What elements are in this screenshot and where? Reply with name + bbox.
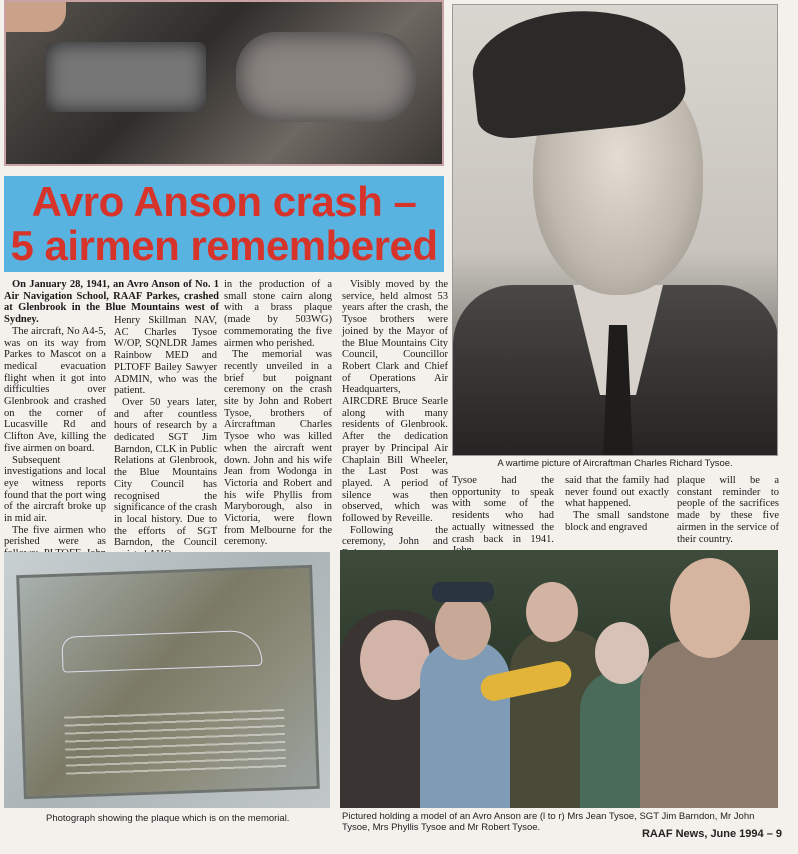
plaque-aircraft-engraving (61, 630, 262, 673)
page-footer: RAAF News, June 1994 – 9 (641, 828, 782, 840)
portrait-caption: A wartime picture of Aircraftman Charles Richard Tysoe. (497, 458, 733, 469)
portrait-photo (452, 4, 778, 456)
article-column-7 (677, 475, 779, 545)
article-paragraph: Tysoe had the opportunity to speak with some of the residents who had actually witnessed the crash back in 1941. (452, 475, 554, 545)
article-paragraph: The memorial was recently unveiled in a brief but poignant ceremony on the crash site by John and Robert Tysoe, brothers of Aircraftman Charles Tysoe who was killed when the aircraft went down. John and his wife Jean from Wodonga in Victoria and Robert and his wife Phyllis from Maryborough, also in Victoria, were flown from Melbourne for the ceremony. (224, 349, 332, 548)
plaque-caption: Photograph showing the plaque which is on the memorial. (46, 813, 290, 824)
group-caption: Pictured holding a model of an Avro Anson are (l to r) Mrs Jean Tysoe, SGT Jim Barndon, Mr John Tysoe, Mrs Phyllis Tysoe and Mr Robert Tysoe. (342, 811, 755, 833)
article-paragraph: Over 50 years later, and after countless hours of research by a dedicated SGT Jim Barndon, CLK in Public Relations at Glenbrook, the Blue Mountains City Council has recognised the significance of the crash in local history. Due to the efforts of SGT Barndon, the Council (114, 396, 217, 549)
aircraft-engine-photo (4, 0, 444, 166)
article-column-5 (452, 475, 554, 557)
article-paragraph: The five airmen who perished were as (4, 524, 106, 548)
article-column-3 (224, 279, 332, 548)
article-column-6 (565, 475, 669, 534)
article-paragraph: plaque will be a constant reminder to people of the sacrifices made by these five airmen in the service of their country. (677, 475, 779, 545)
group-photo (340, 550, 778, 808)
article-paragraph: in the production of a small stone cairn along with a brass plaque (made by 503WG) commemorating the five airmen who perished. (224, 279, 332, 349)
article-paragraph: Following the ceremony, John and (342, 524, 448, 548)
article-paragraph: said that the family had never found out exactly what happened. (565, 475, 669, 510)
article-column-4 (342, 279, 448, 560)
headline (4, 176, 444, 272)
article-paragraph: Henry Skillman NAV, AC Charles Tysoe W/OP, SQNLDR James Rainbow MED and PLTOFF Bailey Sawyer ADMIN, who was the patient. (114, 315, 217, 397)
article-paragraph: The aircraft, No A4-5, was on its way from Parkes to Mascot on a medical evacuation flight when it got into difficulties over Glenbrook and crashed on the corner of Lucasville Rd and Clifton Ave, killing the five airmen on board. (4, 325, 106, 454)
article-lead: On January 28, 1941, an Avro Anson of No. 1 Air Navigation School, RAAF Parkes, crashed at Glenbrook in the Blue Mountains west of Sydney. (4, 279, 219, 326)
headline-line-2: 5 airmen remembered (10, 222, 438, 269)
article-paragraph: The small sandstone block and engraved (565, 510, 669, 533)
article-paragraph: Subsequent investigations and local eye witness reports found that the port wing of the aircraft broke up in mid air. (4, 454, 106, 525)
plaque (16, 565, 320, 799)
article-paragraph: Visibly moved by the service, held almost 53 years after the crash, the Tysoe brothers were joined by the Mayor of the Blue Mountains City Council, Councillor Robert Clark and Chief of Operations Air Headquarters, AIRCDRE Bruce Searle along with many residents of Glenbrook. After the dedication prayer by Principal Air Chaplain Bill Wheeler, the Last Post was played. A period of silence was then observed, which was followed by Reveille. (342, 279, 448, 525)
memorial-plaque-photo (4, 552, 330, 808)
plaque-inscription (64, 709, 286, 777)
headline-line-1: Avro Anson crash – (31, 178, 417, 225)
article-column-2 (114, 315, 217, 561)
